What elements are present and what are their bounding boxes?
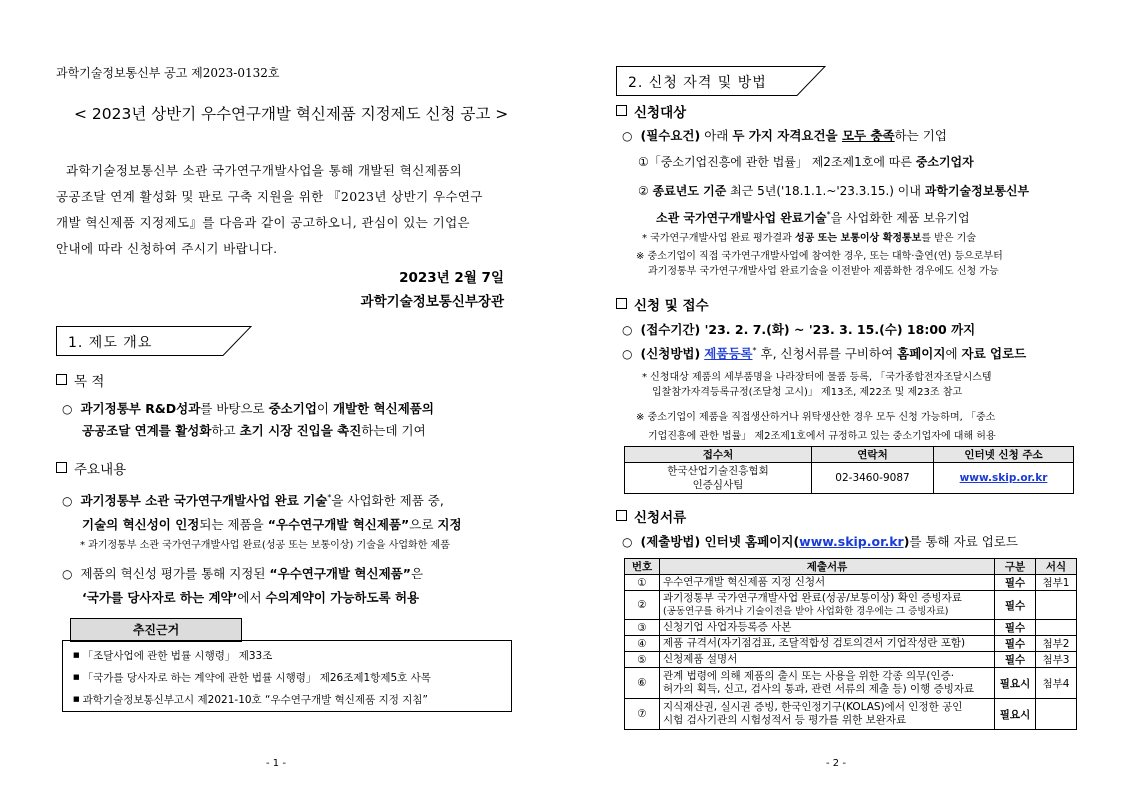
text-run: 종료년도 기준 [652,184,727,198]
text-run: * 국가연구개발사업 완료 평가결과 [642,233,795,244]
requirement-type-cell: 필요시 [995,668,1036,699]
document-line: 제품 규격서(자기점검표, 조달적합성 검토의견서 기업작성란 포함) [663,637,966,649]
document-name-cell [660,620,995,636]
method-note-2 [636,408,996,446]
text-run: 중소기업자 [915,155,974,169]
text-run: “우수연구개발 혁신제품” [267,517,410,533]
text-run: ② [638,184,653,198]
row-number-cell: ① [625,575,660,591]
text-run: (제출방법) [640,534,701,549]
text-run: “우수연구개발 혁신제품” [269,566,411,581]
table-row [625,636,1077,652]
form-cell [1036,699,1077,730]
text-run: 공공조달 연계를 활성화 [82,423,212,438]
documents-table [624,558,1077,730]
document-line: 신청기업 사업자등록증 사본 [663,621,792,633]
text-run: 최근 5년('18.1.1.~'23.3.15.) 이내 [726,184,925,198]
square-bullet-icon [616,510,627,521]
table-row [625,668,1077,699]
requirement-type-cell: 필수 [995,636,1036,652]
text-run: 에 [945,346,962,361]
document-name-cell [660,636,995,652]
document-name-cell [660,591,995,620]
text-run: 하는데 기여 [361,423,426,438]
basis-item-text: 과학기술정보통신부고시 제2021-10호 “우수연구개발 혁신제품 지정 지침” [82,694,428,706]
document-line: 우수연구개발 혁신제품 지정 신청서 [663,576,826,588]
basis-item-text: 「국가를 당사자로 하는 계약에 관한 법률 시행령」 제26조제1항제5호 사목 [82,672,431,684]
org-cell [625,463,812,494]
circle-bullet-icon: ○ [62,402,73,416]
text-run: 중소기업 [268,401,317,416]
footnote-mark: * [752,345,757,355]
intro-line: 안내에 따라 신청하여 주시기 바랍니다. [56,241,278,256]
row-number-cell: ② [625,591,660,620]
notice-number: 과학기술정보통신부 공고 제2023-0132호 [56,66,280,80]
circle-bullet-icon: ○ [622,323,633,337]
text-run: 으로 [409,517,438,533]
text-run: 하고 [211,423,240,438]
docs-heading [616,506,686,526]
requirement-type-cell: 필요시 [995,699,1036,730]
row-number-cell: ④ [625,636,660,652]
text-run: 은 [410,566,424,581]
text-run: (필수요건) [640,128,701,143]
documents-table-body [625,575,1077,730]
table-row [625,463,1074,494]
form-cell [1036,620,1077,636]
notice-date: 2023년 2월 7일 [399,270,504,286]
black-square-bullet-icon: ■ [73,695,80,703]
footnote-mark: * [327,493,332,502]
document-line: (공동연구를 하거나 기술이전을 받아 사업화한 경우에는 그 증빙자료) [663,606,949,617]
document-line: 지식재산권, 실시권 증빙, 한국인정기구(KOLAS)에서 인정한 공인 [663,701,963,713]
table-row [625,591,1077,620]
requirement-type-cell: 필수 [995,575,1036,591]
square-bullet-icon [616,298,627,309]
apply-heading [616,294,709,314]
table-header-row [625,447,1074,463]
intro-line: 개발 혁신제품 지정제도』를 다음과 같이 공고하오니, 관심이 있는 기업은 [56,215,471,230]
text-run: 하는 기업 [894,128,947,143]
document-line: 허가의 획득, 신고, 검사의 통과, 관련 서류의 제출 등) 이행 증빙자료 [663,683,975,695]
phone-cell: 02-3460-9087 [812,463,934,494]
text-run: ‘국가를 당사자로 하는 계약’ [82,590,238,605]
basis-item [73,689,431,711]
period-line [622,320,975,338]
page-number: - 2 - [826,758,846,769]
column-header: 서식 [1036,559,1077,575]
product-registration-link[interactable]: 제품등록 [704,346,753,361]
footnote-mark: * [826,210,831,219]
column-header: 접수처 [625,447,812,463]
form-cell: 첨부1 [1036,575,1077,591]
page-1 [0,0,560,793]
text-run: '23. 2. 7.(화) ~ '23. 3. 15.(수) 18:00 까지 [700,322,976,337]
text-run: 를 통해 자료 업로드 [909,534,1018,549]
basis-title: 추진근거 [70,618,242,642]
requirement-note-1 [642,229,976,244]
document-name-cell [660,575,995,591]
section-2-header [616,66,826,96]
note-line: 과기정통부 국가연구개발사업 완료기술을 이전받아 제품화한 경우에도 신청 가능 [648,266,999,277]
purpose-text [62,398,434,442]
requirement-2 [638,180,1029,230]
section-1-header [56,326,252,356]
method-line [622,344,1026,362]
text-run: 제품의 혁신성 평가를 통해 지정된 [80,566,270,581]
column-header: 연락처 [812,447,934,463]
issuer: 과학기술정보통신부장관 [360,294,504,310]
table-row [625,652,1077,668]
requirement-note-2 [636,249,1003,279]
main-content-item-1 [62,486,462,537]
note-line: * 신청대상 제품의 세부품명을 나라장터에 물품 등록, 「국가종합전자조달시스템 [642,372,992,383]
text-run: 자료 업로드 [961,346,1027,361]
form-cell: 첨부3 [1036,652,1077,668]
page-number: - 1 - [266,758,286,769]
purpose-heading [56,370,104,390]
apply-heading-label: 신청 및 접수 [634,298,709,314]
text-run: 과기정통부 R&D성과 [80,401,201,416]
url-cell [934,463,1074,494]
table-row [625,620,1077,636]
contact-table [624,446,1074,494]
table-header-row [625,559,1077,575]
table-row [625,575,1077,591]
requirement-line [622,126,947,144]
black-square-bullet-icon: ■ [73,673,80,681]
document-line: 관계 법령에 의해 제품의 출시 또는 사용을 위한 각종 의무(인증· [663,670,955,682]
text-run: 기술의 혁신성이 인정 [82,517,200,533]
section-1-title: 1. 제도 개요 [68,335,153,351]
requirement-type-cell: 필수 [995,620,1036,636]
row-number-cell: ⑤ [625,652,660,668]
docs-heading-label: 신청서류 [634,510,687,526]
text-run: 소관 국가연구개발사업 완료기술 [656,211,827,225]
column-header: 번호 [625,559,660,575]
text-run: 초기 시장 진입을 촉진 [239,423,362,438]
text-run: 과기정통부 소관 국가연구개발사업 완료 기술 [80,493,328,509]
target-heading [616,101,686,121]
text-run: 성공 또는 보통이상 확정통보 [794,233,922,244]
main-content-note: * 과기정통부 소관 국가연구개발사업 완료(성공 또는 보통이상) 기술을 사업화한 제품 [80,540,450,551]
form-cell [1036,591,1077,620]
main-content-heading [56,458,126,478]
text-run: 과학기술정보통신부 [924,184,1030,198]
text-run: 인터넷 홈페이지( [700,534,800,549]
note-line: 입찰참가자격등록규정(조달청 고시)」 제13조, 제22조 및 제23조 참고 [652,387,963,398]
text-run: (접수기간) [640,322,701,337]
basis-item [73,645,431,667]
text-run: 이 [316,401,333,416]
purpose-heading-label: 목 적 [74,374,105,390]
text-run: 을 사업화한 제품 중, [331,493,444,509]
document-name-cell [660,652,995,668]
target-heading-label: 신청대상 [634,105,687,121]
column-header: 인터넷 신청 주소 [934,447,1074,463]
intro-line: 공공조달 연계 활성화 및 판로 구축 지원을 위한 『2023년 상반기 우수연구 [56,189,483,204]
text-run: 아래 [700,128,733,143]
text-run: 홈페이지 [897,346,946,361]
main-content-item-2 [62,562,423,610]
text-run: 되는 제품을 [199,517,268,533]
text-run: 지정 [437,517,462,533]
submit-method-line [622,532,1018,550]
website-link[interactable]: www.skip.or.kr [799,534,904,549]
website-link[interactable]: www.skip.or.kr [959,472,1048,484]
org-name: 한국산업기술진흥협회 [667,465,769,477]
circle-bullet-icon: ○ [622,129,633,143]
document-name-cell [660,668,995,699]
black-square-bullet-icon: ■ [73,651,80,659]
circle-bullet-icon: ○ [62,567,73,581]
column-header: 구분 [995,559,1036,575]
document-line: 신청제품 설명서 [663,653,738,665]
note-line: ※ 중소기업이 직접 국가연구개발사업에 참여한 경우, 또는 대학·출연(연) 등으로부터 [636,251,1003,262]
column-header: 제출서류 [660,559,995,575]
basis-list [73,645,431,711]
basis-item [73,667,431,689]
basis-box [62,640,512,712]
text-run: 을 사업화한 제품 보유기업 [830,211,970,225]
text-run: ) [903,534,910,549]
row-number-cell: ⑥ [625,668,660,699]
document-line: 시험 검사기관의 시험성적서 등 평가를 위한 보완자료 [663,714,907,726]
requirement-type-cell: 필수 [995,591,1036,620]
document-name-cell [660,699,995,730]
row-number-cell: ③ [625,620,660,636]
circle-bullet-icon: ○ [622,347,633,361]
square-bullet-icon [56,374,67,385]
form-cell: 첨부4 [1036,668,1077,699]
text-run: 후, 신청서류를 구비하여 [756,346,898,361]
text-run: (신청방법) [640,346,701,361]
requirement-1 [638,153,974,170]
org-team: 인증심사팀 [692,479,744,491]
text-run: 모두 충족 [841,128,895,143]
note-line: 기업진흥에 관한 법률」 제2조제1호에서 규정하고 있는 중소기업자에 대해 허용 [648,431,996,442]
section-2-title: 2. 신청 자격 및 방법 [628,75,767,91]
method-note-1 [642,370,992,400]
basis-item-text: 「조달사업에 관한 법률 시행령」 제33조 [82,650,273,662]
text-run: ①「중소기업진흥에 관한 법률」 제2조제1호에 따른 [638,155,916,169]
text-run: 개발한 혁신제품의 [332,401,434,416]
intro-line: 과학기술정보통신부 소관 국가연구개발사업을 통해 개발된 혁신제품의 [66,163,463,178]
text-run: 두 가지 자격요건을 [732,128,842,143]
circle-bullet-icon: ○ [62,494,73,509]
page-2 [560,0,1121,793]
row-number-cell: ⑦ [625,699,660,730]
circle-bullet-icon: ○ [622,535,633,549]
document-line: 과기정통부 국가연구개발사업 완료(성공/보통이상) 확인 증빙자료 [663,592,962,604]
page-title: < 2023년 상반기 우수연구개발 혁신제품 지정제도 신청 공고 > [74,105,509,123]
form-cell: 첨부2 [1036,636,1077,652]
text-run: 를 받은 기술 [921,233,977,244]
note-line: ※ 중소기업이 제품을 직접생산하거나 위탁생산한 경우 모두 신청 가능하며, 「중소 [636,412,996,423]
text-run: 수의계약이 가능하도록 허용 [265,590,420,605]
square-bullet-icon [56,462,67,473]
main-content-heading-label: 주요내용 [74,462,127,478]
intro-paragraph [56,158,483,262]
table-row [625,699,1077,730]
square-bullet-icon [616,105,627,116]
text-run: 에서 [237,590,266,605]
requirement-type-cell: 필수 [995,652,1036,668]
text-run: 를 바탕으로 [200,401,269,416]
